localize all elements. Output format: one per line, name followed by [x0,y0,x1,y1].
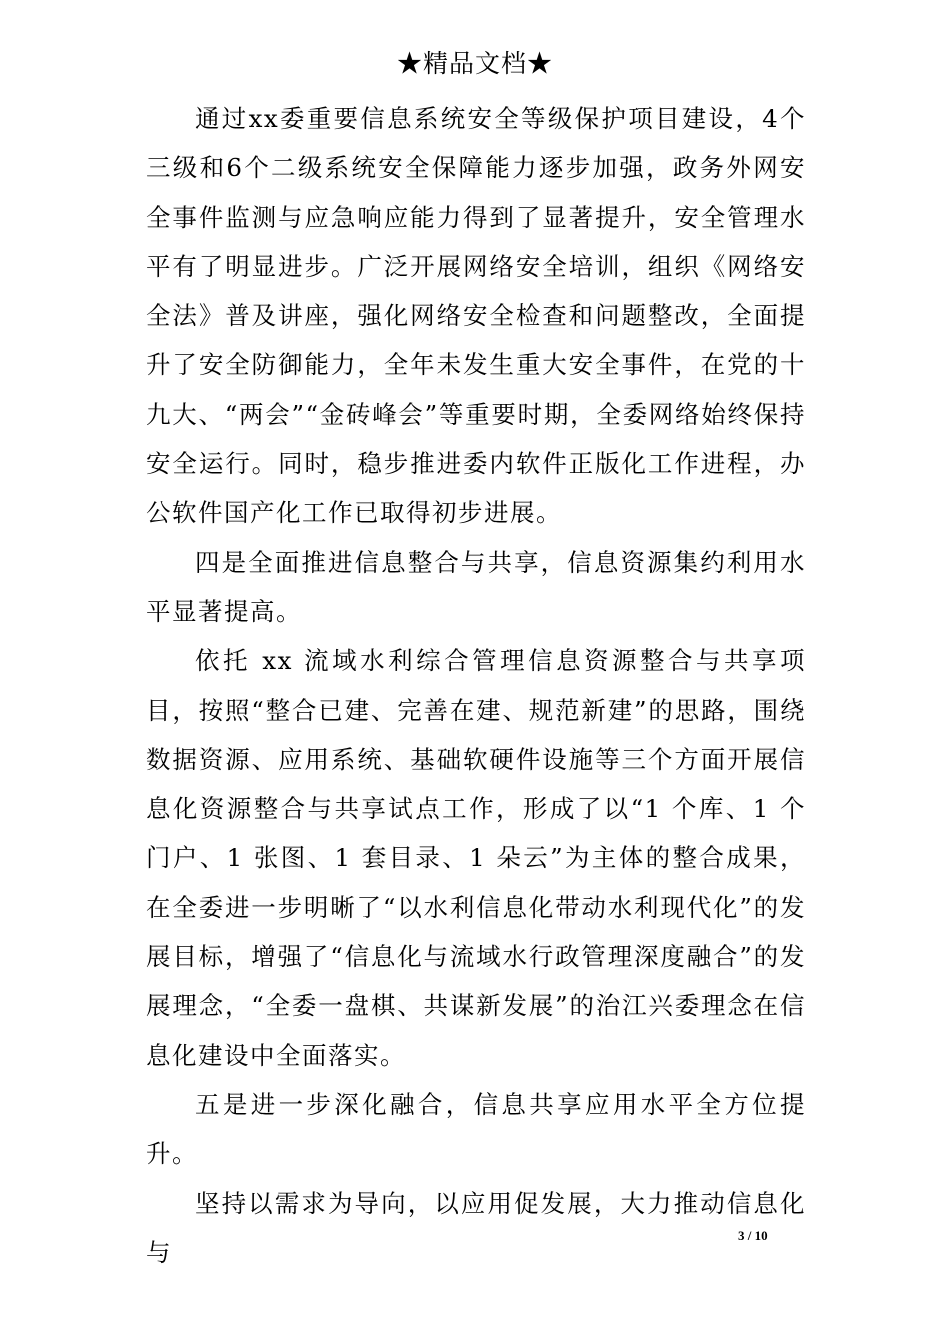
page-number: 3 / 10 [738,1228,768,1243]
paragraph-5: 坚持以需求为导向，以应用促发展，大力推动信息化与 [146,1188,806,1267]
paragraph-2: 四是全面推进信息整合与共享，信息资源集约利用水平显著提高。 [146,547,806,626]
paragraph-4: 五是进一步深化融合，信息共享应用水平全方位提升。 [146,1089,806,1169]
page-header-title: ★精品文档★ [396,49,553,78]
paragraph-1: 通过xx委重要信息系统安全等级保护项目建设，4个三级和6个二级系统安全保障能力逐步加强，政务外网安全事件监测与应急响应能力得到了显著提升，安全管理水平有了明显进步。广泛开展网络安全培训，组织《网络安全法》普及讲座，强化网络安全检查和问题整改，全面提升了安全防御能力，全年未发生重大安全事件，在党的十九大、“两会”“金砖峰会”等重要时期，全委网络始终保持安全运行。同时，稳步推进委内软件正版化工作进程，办公软件国产化工作已取得初步进展。 [146,104,806,528]
document-body [146,94,806,1277]
paragraph-3: 依托 xx 流域水利综合管理信息资源整合与共享项目，按照“整合已建、完善在建、规范新建”的思路，围绕数据资源、应用系统、基础软硬件设施等三个方面开展信息化资源整合与共享试点工作，形成了以“1 个库、1 个门户、1 张图、1 套目录、1 朵云”为主体的整合成果，在全委进一步明晰了“以水利信息化带动水利现代化”的发展目标，增强了“信息化与流域水行政管理深度融合”的发展理念，“全委一盘棋、共谋新发展”的治江兴委理念在信息化建设中全面落实。 [146,646,806,1070]
